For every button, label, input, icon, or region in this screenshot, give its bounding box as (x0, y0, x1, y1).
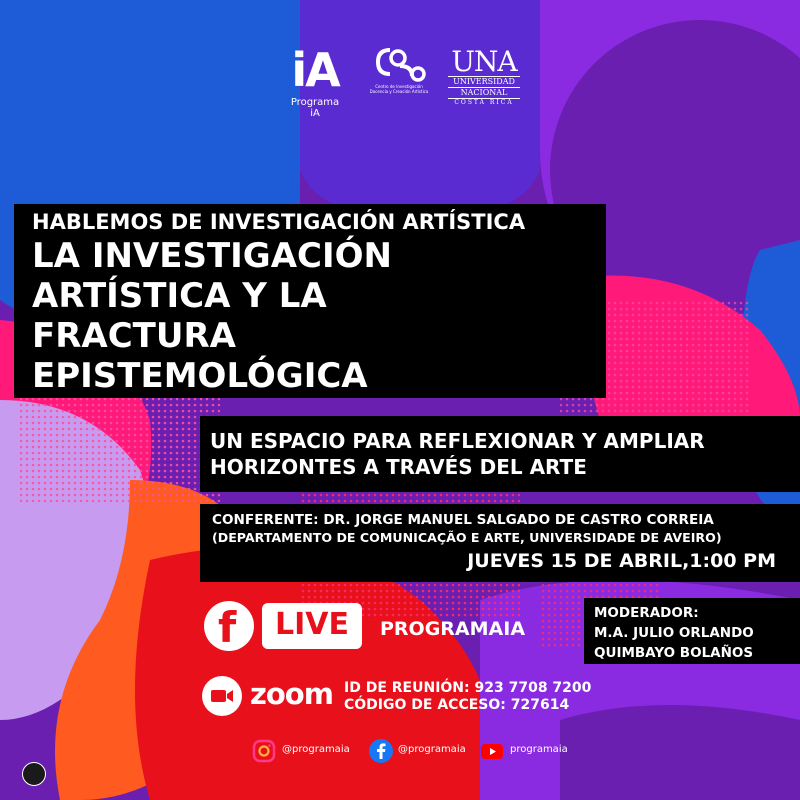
live-label-box (262, 603, 362, 649)
una-logo-line3: COSTA RICA (448, 98, 520, 107)
subtitle-line: HORIZONTES A TRAVÉS DEL ARTE (210, 455, 587, 479)
una-logo-main: UNA (451, 45, 517, 78)
ciica-logo-caption: Centro de Investigación Docencia y Creación Artística (369, 84, 429, 94)
title-line: FRACTURA (32, 316, 236, 356)
meeting-id: ID DE REUNIÓN: 923 7708 7200 (344, 680, 592, 696)
event-subtitle (210, 428, 795, 480)
zoom-icon (202, 676, 242, 716)
title-line: LA INVESTIGACIÓN (32, 236, 392, 276)
zoom-meeting-info (344, 680, 591, 714)
una-logo (448, 45, 520, 107)
ciica-logo (368, 44, 430, 110)
access-code: CÓDIGO DE ACCESO: 727614 (344, 697, 570, 713)
speaker-affiliation: (DEPARTAMENTO DE COMUNICAÇÃO E ARTE, UNIVERSIDADE DE AVEIRO) (212, 530, 722, 545)
youtube-handle: programaia (510, 744, 568, 755)
ciica-logo-mark-icon (368, 44, 430, 84)
instagram-handle: @programaia (282, 744, 350, 755)
youtube-icon (480, 739, 504, 763)
moderator-name-line: QUIMBAYO BOLAÑOS (594, 645, 754, 661)
facebook-small-icon (368, 738, 394, 764)
una-logo-line2: NACIONAL (448, 87, 520, 98)
avatar[interactable] (22, 762, 46, 786)
event-datetime: JUEVES 15 DE ABRIL,1:00 PM (467, 550, 776, 572)
subtitle-line: UN ESPACIO PARA REFLEXIONAR Y AMPLIAR (210, 429, 705, 453)
title-line: EPISTEMOLÓGICA (32, 356, 368, 396)
moderator-label: MODERADOR: (594, 605, 699, 621)
facebook-handle: PROGRAMAIA (380, 618, 526, 640)
social-links (252, 737, 592, 765)
live-label: LIVE (275, 607, 349, 642)
conference-info (212, 512, 792, 572)
moderator-name-line: M.A. JULIO ORLANDO (594, 625, 754, 641)
ia-logo-caption: Programa iA (290, 97, 340, 119)
ia-logo-mark: iA (291, 43, 339, 97)
event-title (32, 236, 592, 396)
event-kicker: HABLEMOS DE INVESTIGACIÓN ARTÍSTICA (32, 210, 526, 234)
facebook-icon: f (204, 601, 254, 651)
title-line: ARTÍSTICA Y LA (32, 276, 327, 316)
moderator-info (594, 603, 754, 663)
programa-ia-logo (285, 45, 345, 119)
speaker-name: CONFERENTE: DR. JORGE MANUEL SALGADO DE CASTRO CORREIA (212, 512, 714, 528)
zoom-wordmark: zoom (250, 677, 333, 711)
facebook-small-handle: @programaia (398, 744, 466, 755)
una-logo-line1: UNIVERSIDAD (448, 76, 520, 87)
instagram-icon (252, 739, 276, 763)
logo-bar (0, 0, 800, 200)
